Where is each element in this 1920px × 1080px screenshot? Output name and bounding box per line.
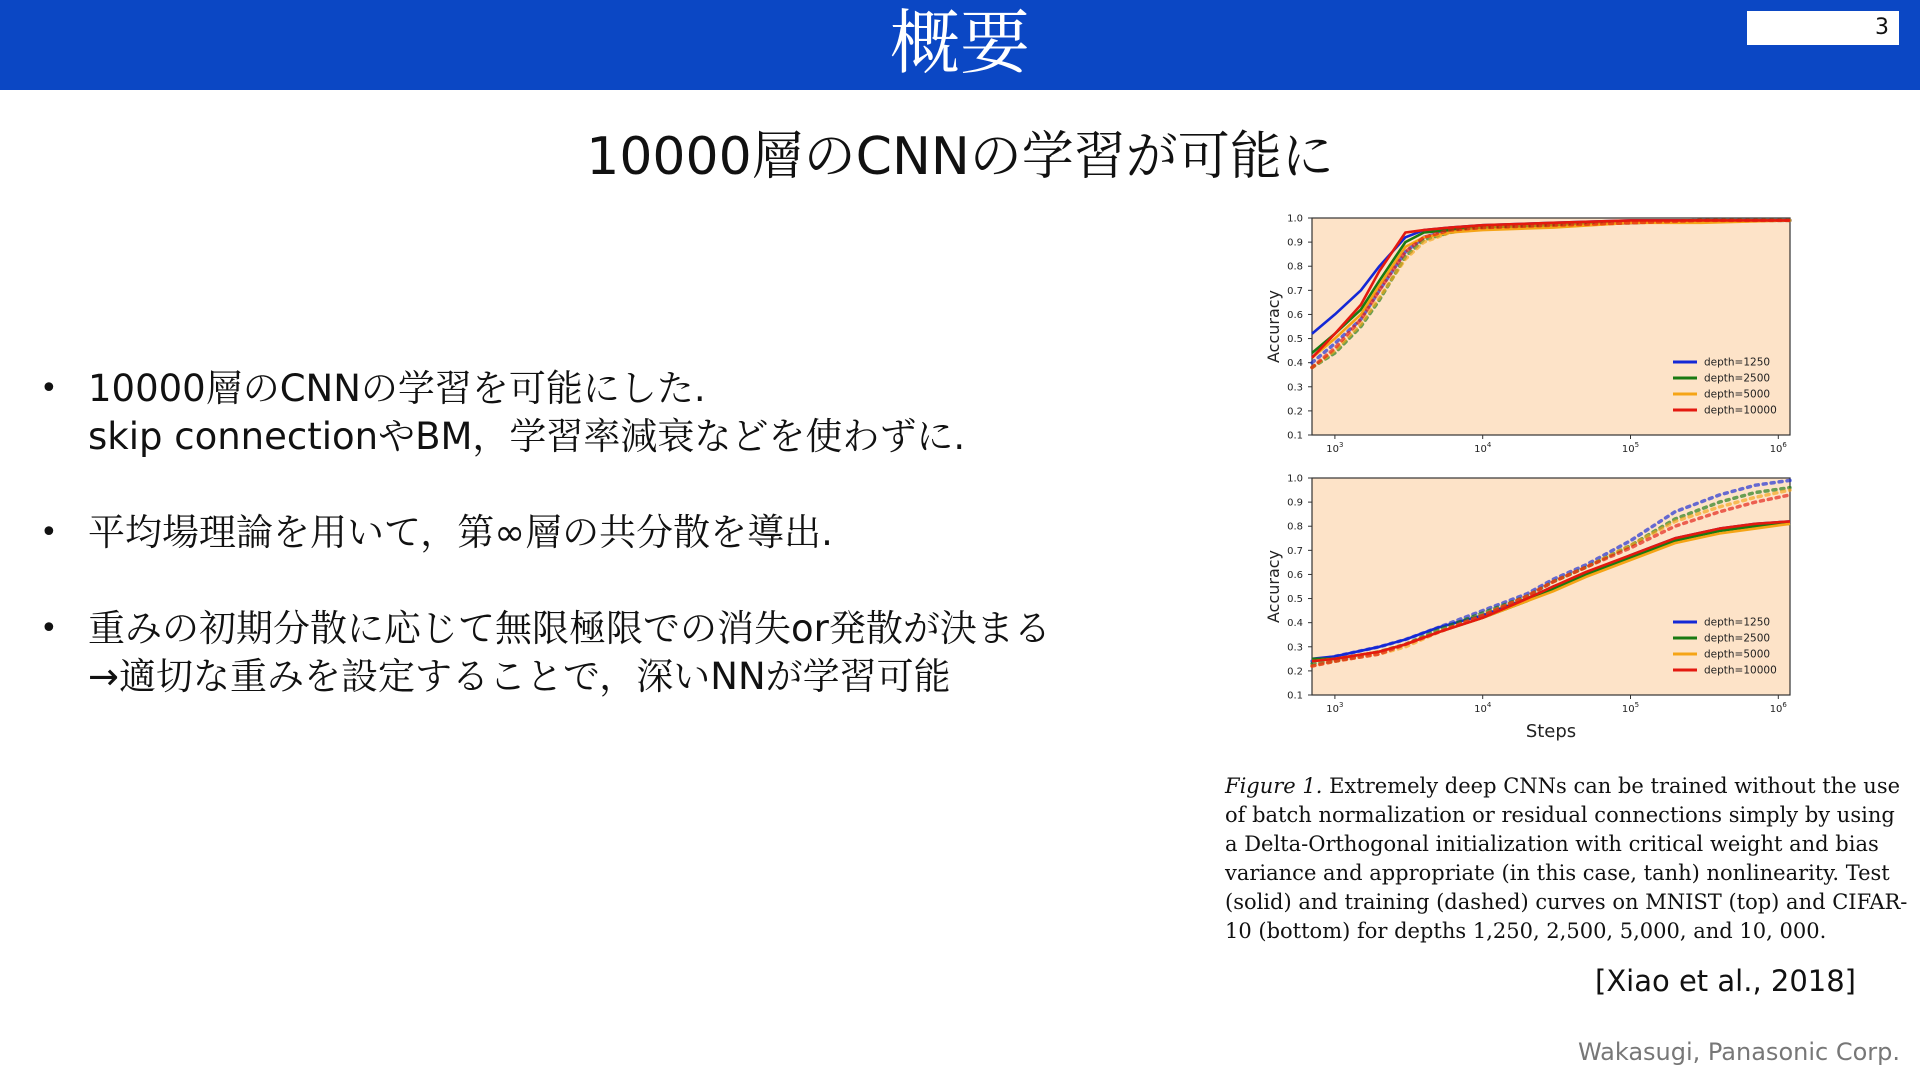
slide-subtitle: 10000層のCNNの学習が可能に [586, 127, 1334, 187]
bullet-item [40, 605, 1180, 701]
x-axis-label: Steps [1525, 721, 1577, 742]
y-tick-label: 0.5 [1287, 594, 1303, 606]
x-tick-label: $10^6$ [1769, 701, 1787, 715]
y-tick-label: 0.9 [1287, 497, 1303, 509]
x-tick-label: $10^3$ [1326, 701, 1344, 715]
x-tick-label: $10^3$ [1326, 441, 1344, 455]
caption-text: a Delta-Orthogonal initialization with critical weight and bias [1225, 832, 1879, 856]
x-tick-label: $10^5$ [1621, 701, 1640, 715]
y-axis-label: Accuracy [1264, 289, 1283, 364]
citation: [Xiao et al., 2018] [1595, 964, 1856, 998]
footer-credit: Wakasugi, Panasonic Corp. [1577, 1038, 1900, 1066]
y-tick-label: 0.6 [1287, 309, 1303, 321]
slide-title: 概要 [890, 2, 1030, 84]
legend-label: depth=10000 [1704, 404, 1777, 417]
bullet-text: 重みの初期分散に応じて無限極限での消失or発散が決まる [88, 607, 1051, 650]
bullet-item [40, 365, 1180, 461]
bullet-dot-icon: • [40, 371, 58, 406]
y-tick-label: 0.3 [1287, 642, 1303, 654]
bullet-dot-icon: • [40, 611, 58, 646]
y-tick-label: 1.0 [1287, 473, 1303, 485]
x-tick-label: $10^6$ [1769, 441, 1787, 455]
caption-text: (solid) and training (dashed) curves on MNIST (top) and CIFAR- [1225, 890, 1908, 914]
legend-label: depth=2500 [1704, 632, 1771, 645]
plot-area [1312, 218, 1790, 435]
legend-label: depth=1250 [1704, 616, 1771, 629]
slide-header [0, 0, 1920, 90]
bullet-text: skip connectionやBM，学習率減衰などを使わずに. [88, 415, 966, 458]
x-tick-label: $10^4$ [1474, 441, 1492, 455]
bullet-dot-icon: • [40, 515, 58, 550]
mnist-accuracy-chart [1255, 208, 1815, 458]
y-tick-label: 0.6 [1287, 569, 1303, 581]
y-tick-label: 0.7 [1287, 545, 1303, 557]
bullet-text: 10000層のCNNの学習を可能にした. [88, 367, 706, 410]
legend-label: depth=1250 [1704, 356, 1771, 369]
legend-label: depth=2500 [1704, 372, 1771, 385]
y-tick-label: 0.2 [1287, 666, 1303, 678]
y-axis-label: Accuracy [1264, 549, 1283, 624]
y-tick-label: 0.1 [1287, 690, 1303, 702]
legend-label: depth=5000 [1704, 388, 1771, 401]
y-tick-label: 0.8 [1287, 261, 1303, 273]
figure-caption [1225, 772, 1908, 946]
y-tick-label: 0.9 [1287, 237, 1303, 249]
caption-text: 10 (bottom) for depths 1,250, 2,500, 5,000, and 10, 000. [1225, 919, 1827, 943]
y-tick-label: 1.0 [1287, 213, 1303, 225]
y-tick-label: 0.3 [1287, 382, 1303, 394]
legend-label: depth=5000 [1704, 648, 1771, 661]
caption-label: Figure 1. [1225, 774, 1323, 798]
y-tick-label: 0.5 [1287, 334, 1303, 346]
legend-label: depth=10000 [1704, 664, 1777, 677]
caption-text: of batch normalization or residual connections simply by using [1225, 803, 1895, 827]
y-tick-label: 0.4 [1287, 618, 1303, 630]
bullet-item [40, 509, 1180, 557]
x-tick-label: $10^5$ [1621, 441, 1640, 455]
caption-text: variance and appropriate (in this case, tanh) nonlinearity. Test [1225, 861, 1890, 885]
x-tick-label: $10^4$ [1474, 701, 1492, 715]
y-tick-label: 0.4 [1287, 358, 1303, 370]
y-tick-label: 0.7 [1287, 285, 1303, 297]
bullet-text: 平均場理論を用いて，第∞層の共分散を導出. [88, 511, 833, 554]
y-tick-label: 0.8 [1287, 521, 1303, 533]
y-tick-label: 0.2 [1287, 406, 1303, 418]
y-tick-label: 0.1 [1287, 430, 1303, 442]
page-number: 3 [1747, 11, 1899, 45]
bullet-text: →適切な重みを設定することで，深いNNが学習可能 [88, 655, 951, 698]
bullet-list [40, 365, 1180, 749]
cifar-accuracy-chart [1255, 468, 1815, 743]
caption-text: Extremely deep CNNs can be trained without the use [1329, 774, 1901, 798]
